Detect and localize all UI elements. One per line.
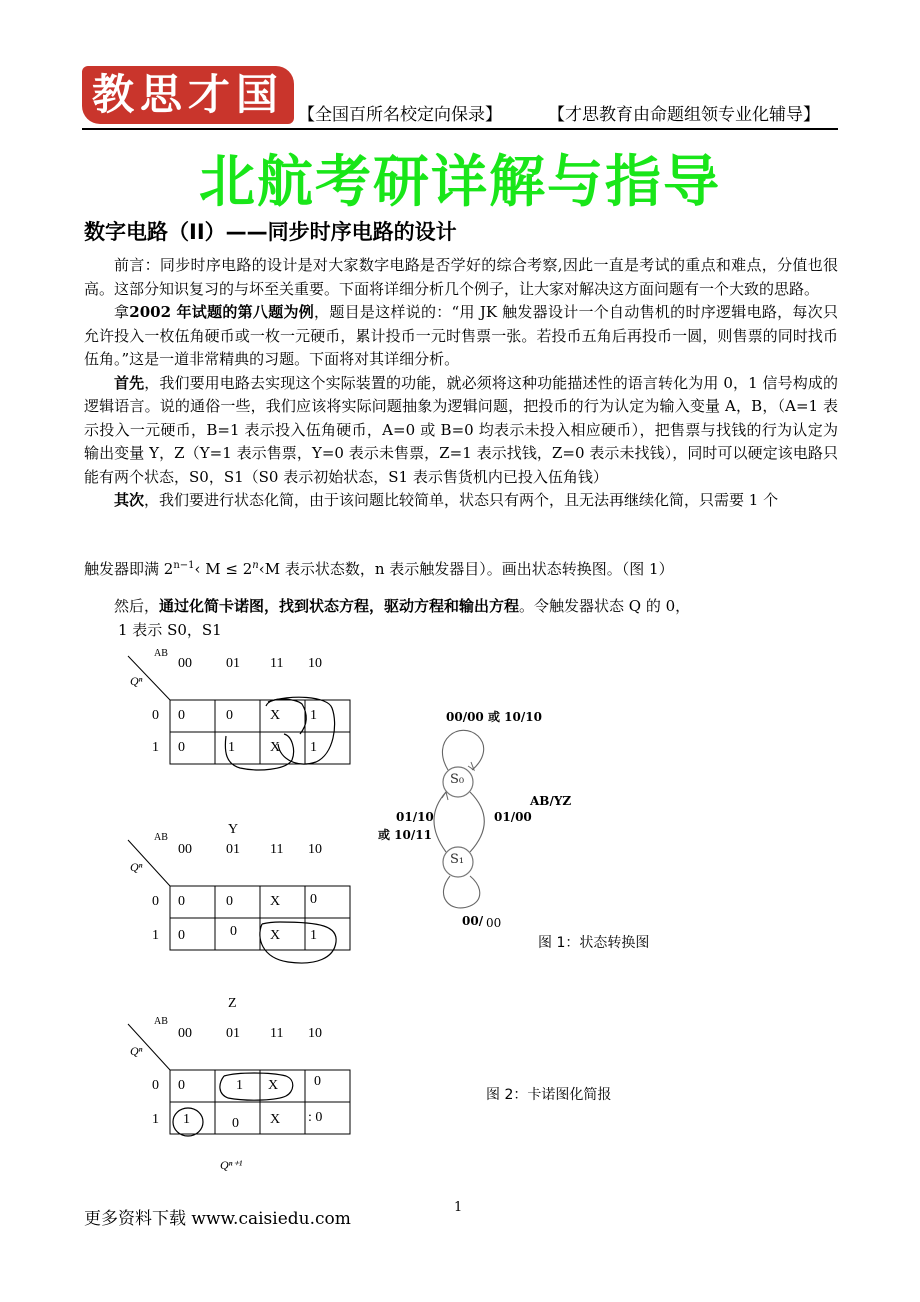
kmap3-cell: 1 — [236, 1078, 243, 1093]
paragraph-inequality — [84, 558, 674, 579]
kmap1-row-1: 1 — [152, 740, 159, 755]
s1-loop-label-a: 00/ — [462, 914, 484, 928]
logo: 教思才国 — [82, 66, 294, 124]
kmap2-col-11: 11 — [270, 842, 284, 857]
kmap3-row-0: 0 — [152, 1078, 159, 1093]
page-number: 1 — [454, 1200, 463, 1215]
p5-a: 触发器即满 2 — [84, 560, 174, 578]
kmap3-col-11: 11 — [270, 1026, 284, 1041]
s0-to-s1-label: 01/00 — [494, 810, 532, 824]
kmap3-cell: X — [270, 1112, 281, 1127]
kmap1-cell: 1 — [310, 708, 317, 723]
p2-bold: 2002 年试题的第八题为例 — [129, 303, 315, 321]
p6-line — [84, 594, 838, 618]
kmap1-col-11: 11 — [270, 656, 284, 671]
s0-loop-label: 00/00 或 10/10 — [446, 710, 542, 724]
p2-rest: ，题目是这样说的：“用 JK 触发器设计一个自动售机的时序逻辑电路，每次只允许投入一枚伍角硬币或一枚一元硬币，累计投币一元时售票一张。若投币五角后再投币一圆，则售票的同时找币伍角。”这是一道非常精典的习题。下面将对其详细分析。 — [84, 303, 838, 368]
paragraph-first — [84, 372, 838, 490]
kmap3-cell: : 0 — [308, 1110, 323, 1125]
p6-rest: 。令触发器状态 Q 的 0， — [519, 597, 691, 615]
header-divider — [82, 128, 838, 130]
kmap3-col-01: 01 — [226, 1026, 240, 1041]
kmap1-col-00: 00 — [178, 656, 192, 671]
kmap3-cell: 1 — [183, 1112, 190, 1127]
kmap2-col-10: 10 — [308, 842, 322, 857]
main-title: 北航考研详解与指导 — [199, 150, 721, 215]
kmap2-cell: 1 — [310, 928, 317, 943]
kmap2-cell: 0 — [230, 924, 237, 939]
state-diagram-svg — [370, 700, 600, 950]
s1-to-s0-label-2: 或 10/11 — [378, 828, 432, 842]
kmap2-cell: 0 — [310, 892, 317, 907]
figure-2-caption: 图 2：卡诺图化简报 — [486, 1087, 612, 1103]
p4-rest: ，我们要进行状态化简，由于该问题比较简单，状态只有两个，且无法再继续化简，只需要 1 个 — [144, 491, 779, 509]
kmap2-cell: 0 — [226, 894, 233, 909]
kmap3-cell: 0 — [178, 1078, 185, 1093]
p5-sup2: n — [252, 560, 259, 571]
kmap3-row-1: 1 — [152, 1112, 159, 1127]
kmap3-cell: 0 — [314, 1074, 321, 1089]
kmap-next-state — [120, 644, 360, 774]
body-text — [84, 254, 838, 513]
kmap2-cell: 0 — [178, 894, 185, 909]
paragraph-intro: 前言：同步时序电路的设计是对大家数字电路是否学好的综合考察,因此一直是考试的重点和难点，分值也很高。这部分知识复习的与坏至关重要。下面将详细分析几个例子，让大家对解决这方面问题有一个大致的思路。 — [84, 256, 838, 298]
section-title: 数字电路（II）——同步时序电路的设计 — [84, 220, 457, 244]
kmap1-row-0: 0 — [152, 708, 159, 723]
p6-lead: 然后， — [114, 597, 160, 615]
kmap1-cell: 0 — [178, 708, 185, 723]
kmap2-row-0: 0 — [152, 894, 159, 909]
state-diagram — [370, 700, 600, 950]
kmap3-title: Z — [228, 996, 237, 1011]
kmap2-title: Y — [228, 822, 239, 837]
kmap1-cell: 1 — [228, 740, 235, 755]
p5-sup1: n−1 — [173, 560, 195, 571]
footer-link[interactable]: 更多资料下载 www.caisiedu.com — [84, 1209, 351, 1229]
kmap1-col-10: 10 — [308, 656, 322, 671]
kmap1-cell: 1 — [310, 740, 317, 755]
slogan-right: 【才思教育由命题组领专业化辅导】 — [548, 105, 820, 125]
state-s1: S₁ — [450, 852, 465, 867]
kmap2-q-label: Qⁿ — [130, 860, 143, 874]
kmap1-cell: X — [270, 708, 281, 723]
s1-loop-label-b: 00 — [486, 916, 502, 930]
kmap2-row-1: 1 — [152, 928, 159, 943]
p5-b: ‹ M ≤ 2 — [194, 560, 253, 578]
p7-line: 1 表示 S0，S1 — [118, 621, 222, 639]
paragraph-example — [84, 301, 838, 372]
p3-rest: ，我们要用电路去实现这个实际装置的功能，就必须将这种功能描述性的语言转化为用 0，1 信号构成的逻辑语言。说的通俗一些，我们应该将实际问题抽象为逻辑问题，把投币的行为认定为输入变量 A，B，（A=1 表示投入一元硬币，B=1 表示投入伍角硬币，A=0 或 B=0 均表示未投入相应硬币），把售票与找钱的行为认定为输出变量 Y，Z（Y=1 表示售票，Y=0 表示未售票，Z=1 表示找钱，Z=0 表示未找钱），同时可以硬定该电路只能有两个状态，S0，S1（S0 表示初始状态，S1 表示售货机内已投入伍角钱） — [84, 373, 838, 486]
kmap-bottom-label: Qⁿ⁺¹ — [220, 1158, 243, 1172]
kmap1-cell: 0 — [178, 740, 185, 755]
kmap2-ab-label: AB — [154, 832, 168, 843]
kmap-z — [120, 994, 360, 1180]
paragraph-then — [84, 594, 838, 642]
state-s0: S₀ — [450, 772, 465, 787]
kmap3-ab-label: AB — [154, 1016, 168, 1027]
p6-bold: 通过化简卡诺图，找到状态方程，驱动方程和输出方程 — [159, 597, 520, 615]
kmap2-cell: 0 — [178, 928, 185, 943]
kmap2-cell: X — [270, 928, 281, 943]
kmap3-cell: X — [268, 1078, 279, 1093]
kmap3-col-10: 10 — [308, 1026, 322, 1041]
kmap1-cell: X — [270, 740, 281, 755]
slogan-left: 【全国百所名校定向保录】 — [298, 105, 502, 125]
kmap2-col-00: 00 — [178, 842, 192, 857]
kmap1-cell: 0 — [226, 708, 233, 723]
kmap1-q-label: Qⁿ — [130, 674, 143, 688]
kmap1-col-01: 01 — [226, 656, 240, 671]
kmap3-q-label: Qⁿ — [130, 1044, 143, 1058]
kmap2-col-01: 01 — [226, 842, 240, 857]
kmap1-ab-label: AB — [154, 648, 168, 659]
p3-bold: 首先 — [114, 373, 145, 392]
p4-bold: 其次 — [114, 491, 145, 509]
kmap3-cell: 0 — [232, 1116, 239, 1131]
io-label: AB/YZ — [530, 794, 572, 808]
paragraph-second — [84, 489, 838, 513]
kmap2-cell: X — [270, 894, 281, 909]
kmap3-col-00: 00 — [178, 1026, 192, 1041]
kmap-y — [120, 820, 360, 970]
figure-1-caption: 图 1：状态转换图 — [538, 935, 650, 951]
s1-to-s0-label-1: 01/10 — [396, 810, 434, 824]
p2-lead: 拿 — [114, 303, 130, 321]
p5-c: ‹M 表示状态数，n 表示触发器目）。画出状态转换图。（图 1） — [258, 560, 674, 578]
